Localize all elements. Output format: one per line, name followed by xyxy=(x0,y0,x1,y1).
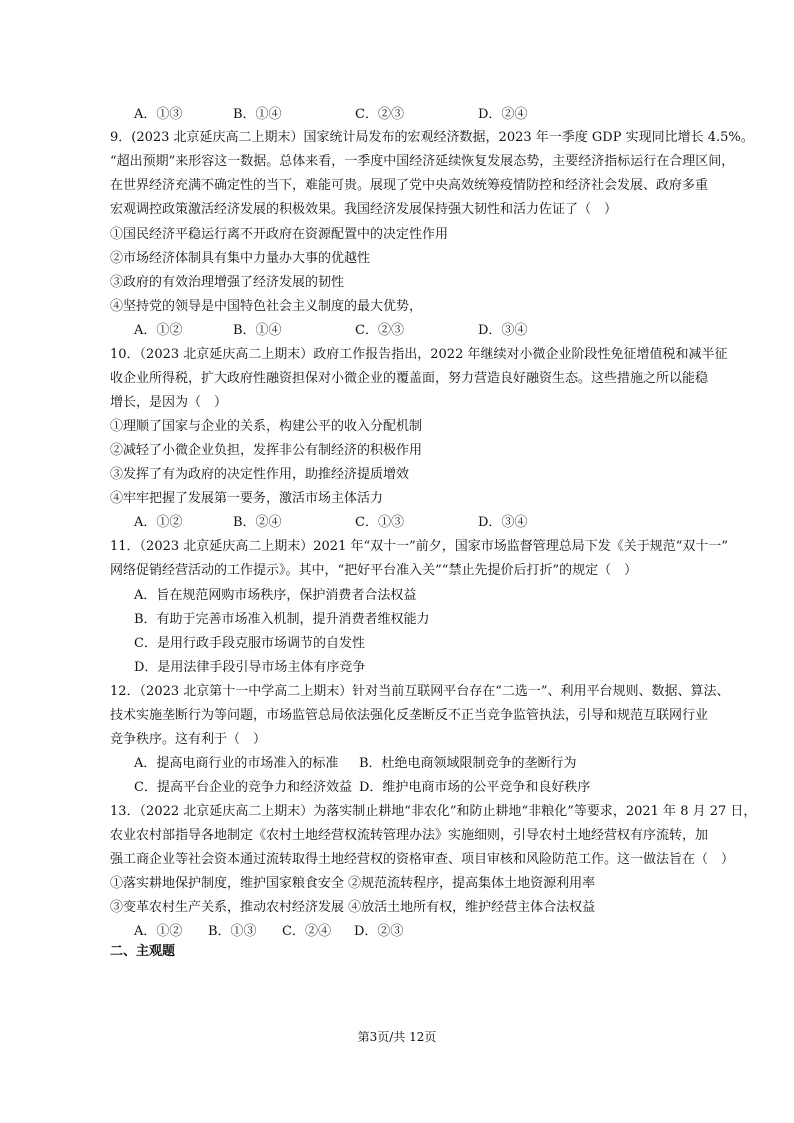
q9-option-a: A．①② xyxy=(134,323,183,338)
q9-option-c: C．②③ xyxy=(355,323,404,338)
q10-option-a: A．①② xyxy=(134,515,183,530)
q12-stem-line: 竞争秩序。这有利于（ ） xyxy=(110,732,267,747)
q11-option-d: D．是用法律手段引导市场主体有序竞争 xyxy=(134,660,366,675)
q8-option-c: C．②③ xyxy=(355,107,404,122)
q9-statement: ③政府的有效治理增强了经济发展的韧性 xyxy=(110,275,345,290)
q12-option-b: B．杜绝电商领域限制竞争的垄断行为 xyxy=(359,756,577,771)
q12-option-d: D．维护电商市场的公平竞争和良好秩序 xyxy=(359,780,591,795)
q8-option-d: D．②④ xyxy=(478,107,528,122)
q10-option-b: B．②④ xyxy=(233,515,282,530)
q9-statement: ④坚持党的领导是中国特色社会主义制度的最大优势， xyxy=(110,299,423,314)
q13-option-a: A．①② xyxy=(134,924,183,939)
q13-stem-line: 农业农村部指导各地制定《农村土地经营权流转管理办法》实施细则，引导农村土地经营权有序流转，加 xyxy=(110,828,709,843)
section-title: 二、主观题 xyxy=(110,944,176,959)
q13-option-d: D．②③ xyxy=(354,924,404,939)
q9-stem-line: 9．(2023 北京延庆高二上期末）国家统计局发布的宏观经济数据，2023 年一季度 GDP 实现同比增长 4.5%。 xyxy=(110,130,754,145)
q12-option-c: C．提高平台企业的竞争力和经济效益 xyxy=(134,780,352,795)
q10-stem-line: 增长，是因为（ ） xyxy=(110,395,228,410)
q12-option-a: A．提高电商行业的市场准入的标准 xyxy=(134,756,339,771)
page-footer: 第3页/共 12页 xyxy=(357,1030,437,1044)
q11-option-b: B．有助于完善市场准入机制，提升消费者维权能力 xyxy=(134,612,430,627)
q11-option-c: C．是用行政手段克服市场调节的自发性 xyxy=(134,636,365,651)
q12-stem-line: 技术实施垄断行为等问题，市场监管总局依法强化反垄断反不正当竞争监管执法，引导和规范互联网行业 xyxy=(110,708,709,723)
q10-statement: ②减轻了小微企业负担，发挥非公有制经济的积极作用 xyxy=(110,443,423,458)
q10-statement: ③发挥了有为政府的决定性作用，助推经济提质增效 xyxy=(110,467,410,482)
q13-statement: ③变革农村生产关系，推动农村经济发展 ④放活土地所有权，维护经营主体合法权益 xyxy=(110,900,596,915)
q8-option-a: A．①③ xyxy=(134,107,183,122)
q9-option-d: D．③④ xyxy=(478,323,528,338)
q13-stem-line: 强工商企业等社会资本通过流转取得土地经营权的资格审查、项目审核和风险防范工作。这一做法旨在（ ） xyxy=(110,852,735,867)
q9-stem-line: 宏观调控政策激活经济发展的积极效果。我国经济发展保持强大韧性和活力佐证了（ ） xyxy=(110,202,618,217)
q13-option-c: C．②④ xyxy=(282,924,331,939)
q9-statement: ②市场经济体制具有集中力量办大事的优越性 xyxy=(110,251,371,266)
q9-statement: ①国民经济平稳运行离不开政府在资源配置中的决定性作用 xyxy=(110,227,449,242)
q8-option-b: B．①④ xyxy=(233,107,282,122)
q10-statement: ④牢牢把握了发展第一要务，激活市场主体活力 xyxy=(110,491,384,506)
q10-stem-line: 收企业所得税，扩大政府性融资担保对小微企业的覆盖面，努力营造良好融资生态。这些措施之所以能稳 xyxy=(110,371,709,386)
q13-option-b: B．①③ xyxy=(208,924,257,939)
q10-option-d: D．③④ xyxy=(478,515,528,530)
q13-stem-line: 13．（2022 北京延庆高二上期末）为落实制止耕地“非农化”和防止耕地“非粮化”等要求，2021 年 8 月 27 日， xyxy=(110,804,757,819)
q11-stem-line: 11．（2023 北京延庆高二上期末）2021 年“双十一”前夕，国家市场监督管理总局下发《关于规范“双十一” xyxy=(110,539,729,554)
q10-stem-line: 10．（2023 北京延庆高二上期末）政府工作报告指出，2022 年继续对小微企业阶段性免征增值税和减半征 xyxy=(110,347,728,362)
q9-option-b: B．①④ xyxy=(233,323,282,338)
q13-statement: ①落实耕地保护制度，维护国家粮食安全 ②规范流转程序，提高集体土地资源利用率 xyxy=(110,876,596,891)
q12-stem-line: 12．（2023 北京第十一中学高二上期末）针对当前互联网平台存在“二选一”、利用平台规则、数据、算法、 xyxy=(110,684,730,699)
q9-stem-line: 在世界经济充满不确定性的当下，难能可贵。展现了党中央高效统筹疫情防控和经济社会发展、政府多重 xyxy=(110,178,709,193)
q9-stem-line: “超出预期”来形容这一数据。总体来看，一季度中国经济延续恢复发展态势，主要经济指标运行在合理区间， xyxy=(110,154,735,169)
q11-option-a: A．旨在规范网购市场秩序，保护消费者合法权益 xyxy=(134,588,417,603)
q10-statement: ①理顺了国家与企业的关系，构建公平的收入分配机制 xyxy=(110,419,423,434)
q10-option-c: C．①③ xyxy=(355,515,404,530)
q11-stem-line: 网络促销经营活动的工作提示》。其中，“把好平台准入关”“禁止先提价后打折”的规定（ ） xyxy=(110,563,638,578)
